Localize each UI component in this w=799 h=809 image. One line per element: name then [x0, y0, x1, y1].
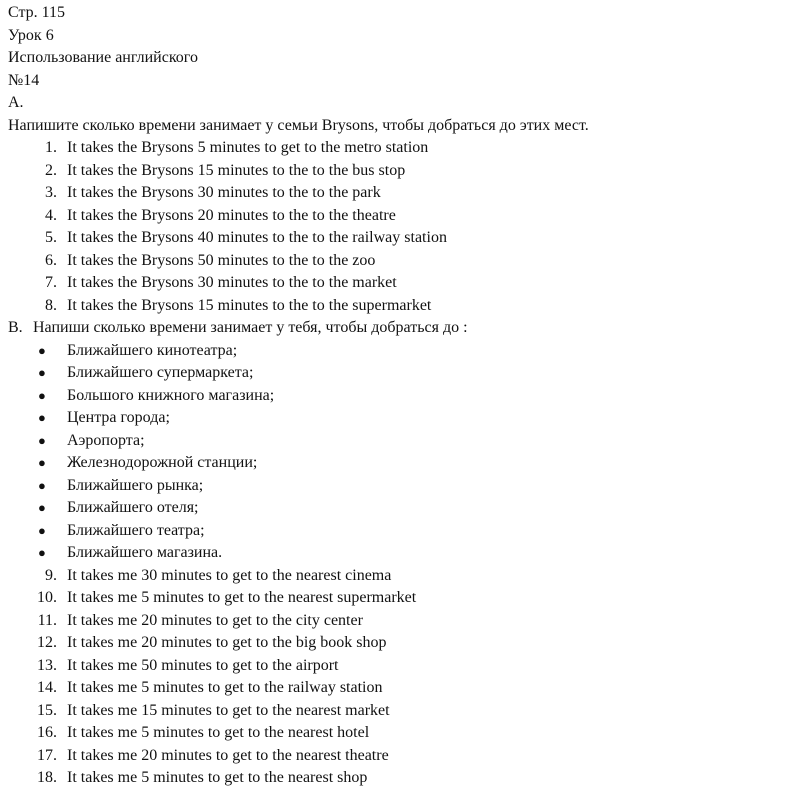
item-number: 13. [37, 656, 57, 674]
list-item [8, 227, 799, 250]
part-b-bullet-list [8, 340, 799, 565]
item-text: It takes me 5 minutes to get to the nearest supermarket [67, 589, 417, 606]
section-title: Использование английского [8, 49, 198, 66]
list-item [8, 655, 799, 678]
bullet-icon: ● [38, 477, 46, 493]
bullet-item [8, 362, 799, 385]
item-number: 9. [45, 566, 57, 584]
item-number: 11. [37, 611, 57, 629]
item-number: 2. [45, 161, 57, 179]
bullet-item [8, 497, 799, 520]
item-text: It takes the Brysons 30 minutes to the to the market [67, 274, 397, 291]
list-item [8, 272, 799, 295]
part-a-instruction: Напишите сколько времени занимает у семьи Brysons, чтобы добраться до этих мест. [8, 116, 589, 134]
bullet-item [8, 430, 799, 453]
list-item [8, 250, 799, 273]
bullet-icon: ● [38, 387, 46, 403]
list-item [8, 295, 799, 318]
item-text: It takes the Brysons 15 minutes to the to the supermarket [67, 296, 432, 314]
part-a-list [8, 137, 799, 317]
list-item [8, 677, 799, 700]
part-b-instruction: Напиши сколько времени занимает у тебя, чтобы добраться до : [33, 319, 468, 336]
list-item [8, 632, 799, 655]
exercise-number: №14 [8, 71, 40, 89]
bullet-text: Центра города; [67, 409, 170, 426]
bullet-icon: ● [38, 365, 46, 380]
item-text: It takes the Brysons 50 minutes to the to the zoo [67, 251, 376, 269]
item-number: 7. [45, 274, 57, 291]
list-item [8, 610, 799, 633]
list-item [8, 137, 799, 160]
item-text: It takes me 15 minutes to get to the nearest market [67, 701, 390, 719]
part-b-list [8, 565, 799, 790]
item-text: It takes the Brysons 5 minutes to get to the metro station [67, 139, 429, 156]
bullet-icon: ● [38, 342, 46, 358]
item-text: It takes me 20 minutes to get to the big book shop [67, 634, 387, 651]
item-number: 10. [37, 589, 57, 606]
bullet-item [8, 452, 799, 475]
bullet-text: Ближайшего отеля; [67, 499, 199, 516]
item-text: It takes me 20 minutes to get to the nearest theatre [67, 746, 389, 764]
bullet-item [8, 520, 799, 543]
item-number: 16. [37, 724, 57, 741]
bullet-item [8, 542, 799, 565]
part-b-label: B. [8, 319, 23, 336]
bullet-icon: ● [38, 410, 46, 425]
item-text: It takes me 5 minutes to get to the railway station [67, 679, 383, 696]
part-b-heading [8, 317, 799, 340]
item-number: 14. [37, 679, 57, 696]
list-item [8, 587, 799, 610]
item-number: 4. [45, 206, 57, 224]
item-number: 15. [37, 701, 57, 719]
list-item [8, 767, 799, 790]
item-text: It takes me 20 minutes to get to the city center [67, 611, 363, 629]
bullet-icon: ● [38, 432, 46, 448]
item-number: 17. [37, 746, 57, 764]
list-item [8, 565, 799, 588]
list-item [8, 700, 799, 723]
bullet-item [8, 385, 799, 408]
item-text: It takes me 50 minutes to get to the airport [67, 656, 339, 674]
list-item [8, 745, 799, 768]
list-item [8, 722, 799, 745]
item-text: It takes me 5 minutes to get to the nearest shop [67, 769, 368, 786]
bullet-text: Ближайшего театра; [67, 521, 205, 539]
bullet-item [8, 407, 799, 430]
page-number: Стр. 115 [8, 4, 66, 21]
item-text: It takes me 5 minutes to get to the nearest hotel [67, 724, 370, 741]
item-text: It takes the Brysons 30 minutes to the to the park [67, 184, 381, 201]
bullet-icon: ● [38, 500, 46, 515]
list-item [8, 205, 799, 228]
bullet-text: Ближайшего магазина. [67, 544, 223, 561]
bullet-icon: ● [38, 455, 46, 470]
bullet-text: Ближайшего супермаркета; [67, 364, 254, 381]
item-number: 12. [37, 634, 57, 651]
bullet-text: Ближайшего кинотеатра; [67, 341, 238, 359]
item-text: It takes me 30 minutes to get to the nearest cinema [67, 566, 392, 584]
bullet-text: Ближайшего рынка; [67, 476, 204, 494]
item-number: 5. [45, 229, 57, 246]
item-number: 8. [45, 296, 57, 314]
bullet-text: Большого книжного магазина; [67, 386, 275, 404]
item-text: It takes the Brysons 40 minutes to the to the railway station [67, 229, 447, 246]
item-number: 6. [45, 251, 57, 269]
item-text: It takes the Brysons 20 minutes to the to the theatre [67, 206, 396, 224]
item-text: It takes the Brysons 15 minutes to the to the bus stop [67, 161, 406, 179]
bullet-item [8, 340, 799, 363]
bullet-text: Железнодорожной станции; [67, 454, 258, 471]
list-item [8, 160, 799, 183]
list-item [8, 182, 799, 205]
bullet-text: Аэропорта; [67, 431, 145, 449]
item-number: 18. [37, 769, 57, 786]
bullet-icon: ● [38, 545, 46, 560]
lesson-title: Урок 6 [8, 26, 54, 44]
item-number: 3. [45, 184, 57, 201]
bullet-icon: ● [38, 522, 46, 538]
part-a-label: А. [8, 94, 24, 111]
item-number: 1. [45, 139, 57, 156]
bullet-item [8, 475, 799, 498]
